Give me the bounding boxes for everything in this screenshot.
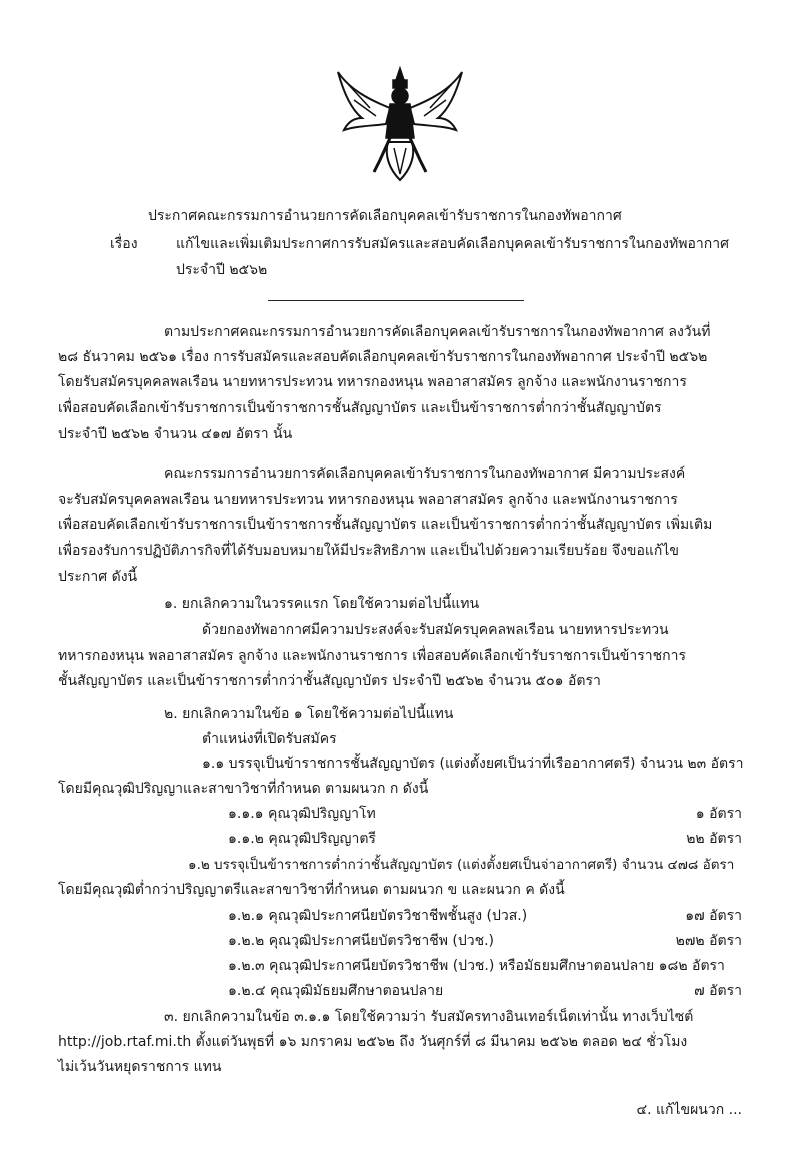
item-1-1-1-label: ๑.๑.๑ คุณวุฒิปริญญาโท — [228, 806, 376, 822]
subject-line-2: ประจำปี ๒๕๖๒ — [176, 262, 268, 278]
section-3-line-1: ๓. ยกเลิกความในข้อ ๓.๑.๑ โดยใช้ความว่า รับสมัครทางอินเทอร์เน็ตเท่านั้น ทางเว็บไซต์ — [164, 1009, 694, 1025]
item-1-1-2-count: ๒๒ อัตรา — [686, 831, 742, 847]
p1-line-1: ตามประกาศคณะกรรมการอำนวยการคัดเลือกบุคคลเข้ารับราชการในกองทัพอากาศ ลงวันที่ — [164, 324, 711, 340]
header-divider — [268, 300, 524, 301]
item-1-1-1-count: ๑ อัตรา — [695, 806, 742, 822]
p2-line-1: คณะกรรมการอำนวยการคัดเลือกบุคคลเข้ารับราชการในกองทัพอากาศ มีความประสงค์ — [164, 466, 686, 482]
item-1-2-line-2: โดยมีคุณวุฒิต่ำกว่าปริญญาตรีและสาขาวิชาที่กำหนด ตามผนวก ข และผนวก ค ดังนี้ — [58, 882, 565, 898]
subject-label: เรื่อง — [110, 236, 138, 252]
section-3-line-2: http://job.rtaf.mi.th ตั้งแต่วันพุธที่ ๑๖ มกราคม ๒๕๖๒ ถึง วันศุกร์ที่ ๘ มีนาคม ๒๕๖๒ ตลอด ๒๔ ชั่วโมง — [58, 1034, 688, 1050]
p1-line-2: ๒๘ ธันวาคม ๒๕๖๑ เรื่อง การรับสมัครและสอบคัดเลือกบุคคลเข้ารับราชการในกองทัพอากาศ ประจำปี ๒๕๖๒ — [58, 349, 708, 365]
p2-line-5: ประกาศ ดังนี้ — [58, 569, 138, 585]
section-1-line-1: ด้วยกองทัพอากาศมีความประสงค์จะรับสมัครบุคคลพลเรือน นายทหารประทวน — [202, 622, 669, 638]
p2-line-2: จะรับสมัครบุคคลพลเรือน นายทหารประทวน ทหารกองหนุน พลอาสาสมัคร ลูกจ้าง และพนักงานราชการ — [58, 492, 678, 508]
p2-line-3: เพื่อสอบคัดเลือกเข้ารับราชการเป็นข้าราชการชั้นสัญญาบัตร และเป็นข้าราชการต่ำกว่าชั้นสัญญาบัตร เพิ่มเติม — [58, 517, 713, 533]
item-1-2-1-count: ๑๗ อัตรา — [685, 908, 742, 924]
section-1-line-2: ทหารกองหนุน พลอาสาสมัคร ลูกจ้าง และพนักงานราชการ เพื่อสอบคัดเลือกเข้ารับราชการเป็นข้าราชการ — [58, 648, 686, 664]
garuda-emblem-icon — [330, 60, 470, 190]
p1-line-3: โดยรับสมัครบุคคลพลเรือน นายทหารประทวน ทหารกองหนุน พลอาสาสมัคร ลูกจ้าง และพนักงานราชการ — [58, 374, 687, 390]
item-1-2-line-1: ๑.๒ บรรจุเป็นข้าราชการต่ำกว่าชั้นสัญญาบัตร (แต่งตั้งยศเป็นจ่าอากาศตรี) จำนวน ๔๗๘ อัตรา — [188, 857, 735, 873]
item-1-2-3-label: ๑.๒.๓ คุณวุฒิประกาศนียบัตรวิชาชีพ (ปวช.) หรือมัธยมศึกษาตอนปลาย ๑๘๒ อัตรา — [228, 958, 725, 974]
item-1-2-2-count: ๒๗๒ อัตรา — [675, 933, 742, 949]
p1-line-5: ประจำปี ๒๕๖๒ จำนวน ๔๑๗ อัตรา นั้น — [58, 426, 293, 442]
section-2-subheading: ตำแหน่งที่เปิดรับสมัคร — [202, 731, 337, 747]
item-1-2-4-count: ๗ อัตรา — [694, 983, 742, 999]
subject-line-1: แก้ไขและเพิ่มเติมประกาศการรับสมัครและสอบคัดเลือกบุคคลเข้ารับราชการในกองทัพอากาศ — [176, 236, 729, 252]
p1-line-4: เพื่อสอบคัดเลือกเข้ารับราชการเป็นข้าราชการชั้นสัญญาบัตร และเป็นข้าราชการต่ำกว่าชั้นสัญญาบัตร — [58, 400, 662, 416]
section-2-heading: ๒. ยกเลิกความในข้อ ๑ โดยใช้ความต่อไปนี้แทน — [164, 706, 454, 722]
item-1-1-2-label: ๑.๑.๒ คุณวุฒิปริญญาตรี — [228, 831, 376, 847]
item-1-2-4-label: ๑.๒.๔ คุณวุฒิมัธยมศึกษาตอนปลาย — [228, 983, 444, 999]
item-1-2-1-label: ๑.๒.๑ คุณวุฒิประกาศนียบัตรวิชาชีพชั้นสูง (ปวส.) — [228, 908, 528, 924]
continuation-note: ๔. แก้ไขผนวก ... — [636, 1102, 742, 1118]
item-1-1-line-2: โดยมีคุณวุฒิปริญญาและสาขาวิชาที่กำหนด ตามผนวก ก ดังนี้ — [58, 781, 429, 797]
p2-line-4: เพื่อรองรับการปฏิบัติภารกิจที่ได้รับมอบหมายให้มีประสิทธิภาพ และเป็นไปด้วยความเรียบร้อย จึงขอแก้ไข — [58, 543, 679, 559]
section-1-heading: ๑. ยกเลิกความในวรรคแรก โดยใช้ความต่อไปนี้แทน — [164, 596, 480, 612]
announcement-title: ประกาศคณะกรรมการอำนวยการคัดเลือกบุคคลเข้ารับราชการในกองทัพอากาศ — [148, 208, 622, 224]
section-1-line-3: ชั้นสัญญาบัตร และเป็นข้าราชการต่ำกว่าชั้นสัญญาบัตร ประจำปี ๒๕๖๒ จำนวน ๕๐๑ อัตรา — [58, 673, 601, 689]
section-3-line-3: ไม่เว้นวันหยุดราชการ แทน — [58, 1059, 222, 1075]
item-1-2-2-label: ๑.๒.๒ คุณวุฒิประกาศนียบัตรวิชาชีพ (ปวช.) — [228, 933, 495, 949]
item-1-1-line-1: ๑.๑ บรรจุเป็นข้าราชการชั้นสัญญาบัตร (แต่งตั้งยศเป็นว่าที่เรืออากาศตรี) จำนวน ๒๓ อัตรา — [202, 756, 744, 772]
